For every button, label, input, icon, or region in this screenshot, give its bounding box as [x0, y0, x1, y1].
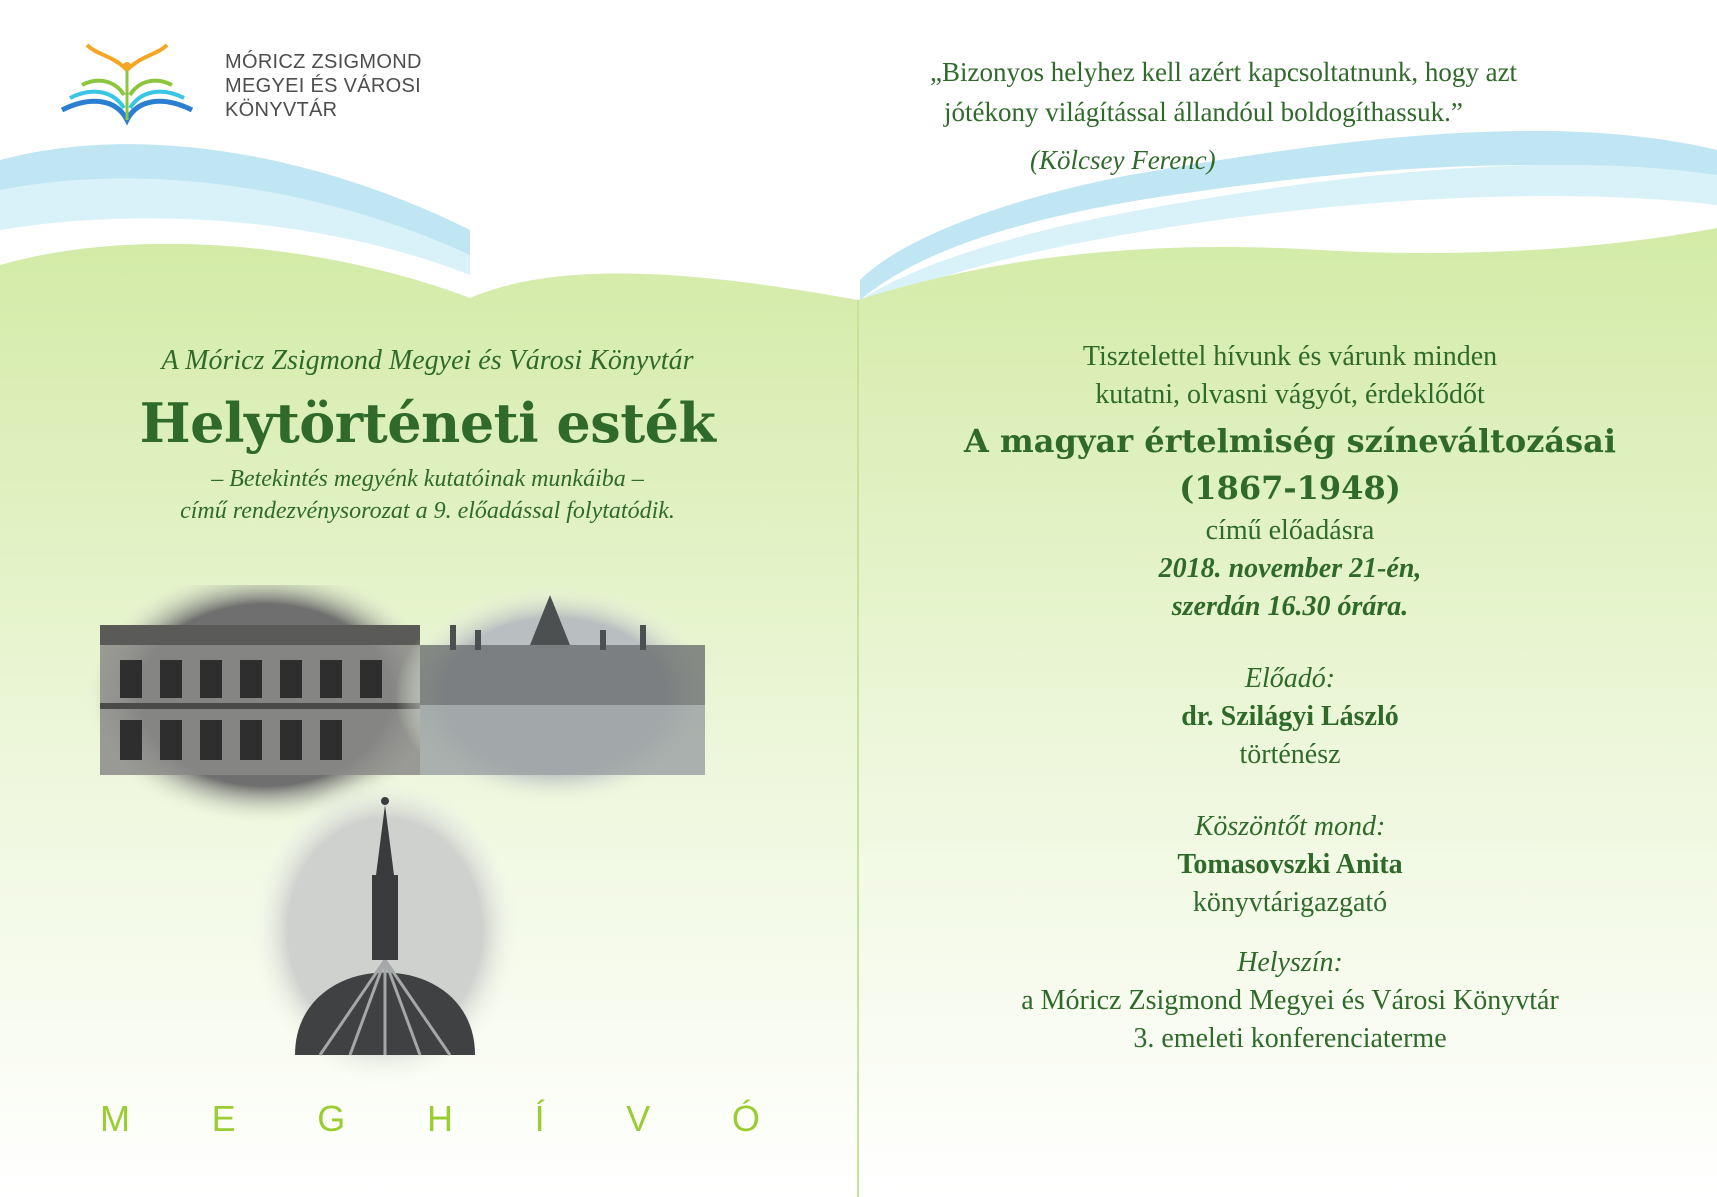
- speaker-label: Előadó:: [1244, 663, 1336, 694]
- lecture-title-1: A magyar értelmiség színeváltozásai: [963, 422, 1617, 460]
- quote-author: (Kölcsey Ferenc): [1030, 145, 1216, 175]
- invitation-letter: M: [100, 1098, 130, 1139]
- logo-line-3: KÖNYVTÁR: [225, 99, 338, 121]
- speaker-role: történész: [1239, 739, 1341, 770]
- greeting-label: Köszöntőt mond:: [1194, 811, 1386, 842]
- invitation-letter: G: [317, 1098, 346, 1139]
- series-title: Helytörténeti esték: [139, 391, 716, 455]
- invitation-letter: V: [626, 1098, 651, 1139]
- organizer-line: A Móricz Zsigmond Megyei és Városi Könyvtár: [161, 345, 694, 376]
- greeting-name: Tomasovszki Anita: [1177, 849, 1403, 880]
- invitation-letter: E: [211, 1098, 236, 1139]
- event-details: [905, 338, 1675, 1058]
- photo-collage: [80, 585, 780, 1085]
- logo-text: [225, 50, 422, 122]
- series-subtitle-1: – Betekintés megyénk kutatóinak munkáiba –: [211, 466, 644, 492]
- logo-line-2: MEGYEI ÉS VÁROSI: [225, 75, 421, 97]
- photo-parliament-dome: [250, 775, 520, 1085]
- event-time: szerdán 16.30 órára.: [1171, 591, 1409, 622]
- venue-line-2: 3. emeleti konferenciaterme: [1133, 1023, 1447, 1054]
- greeting-role: könyvtárigazgató: [1192, 887, 1388, 918]
- invitation-letter: Í: [534, 1098, 545, 1139]
- quote-block: [930, 52, 1630, 180]
- event-date: 2018. november 21-én,: [1158, 553, 1422, 584]
- series-subtitle-2: című rendezvénysorozat a 9. előadással folytatódik.: [180, 498, 675, 524]
- intro-line-1: Tisztelettel hívunk és várunk minden: [1082, 341, 1498, 372]
- quote-line-2: jótékony világítással állandóul boldogíthassuk.”: [944, 97, 1463, 127]
- lecture-suffix: című előadásra: [1205, 515, 1375, 546]
- invitation-word: [100, 1098, 760, 1140]
- photo-parliament-river: [395, 585, 715, 805]
- intro-line-2: kutatni, olvasni vágyót, érdeklődőt: [1095, 379, 1485, 410]
- library-logo: [52, 40, 452, 140]
- venue-line-1: a Móricz Zsigmond Megyei és Városi Könyvtár: [1021, 985, 1559, 1016]
- lecture-title-2: (1867-1948): [1179, 469, 1401, 507]
- invitation-letter: Ó: [731, 1098, 760, 1139]
- quote-line-1: „Bizonyos helyhez kell azért kapcsoltatnunk, hogy azt: [930, 57, 1518, 87]
- invitation-letter: H: [426, 1098, 453, 1139]
- logo-line-1: MÓRICZ ZSIGMOND: [225, 51, 422, 73]
- speaker-name: dr. Szilágyi László: [1181, 701, 1399, 732]
- series-header: [60, 345, 795, 527]
- venue-label: Helyszín:: [1237, 947, 1343, 978]
- open-book-logo-icon: [52, 40, 202, 130]
